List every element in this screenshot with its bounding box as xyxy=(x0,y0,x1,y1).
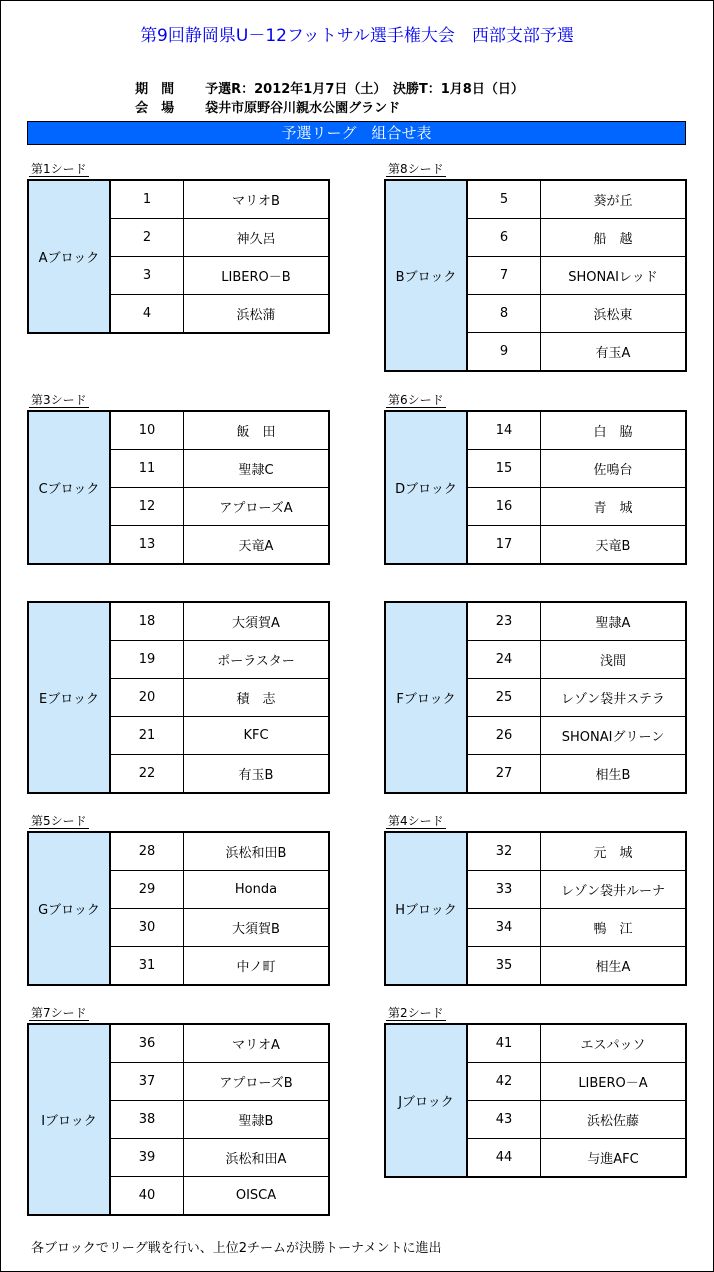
team-number: 6 xyxy=(468,219,541,256)
team-name: 相生B xyxy=(595,768,631,783)
team-list xyxy=(468,412,685,563)
team-row xyxy=(111,603,328,640)
team-number: 31 xyxy=(111,947,184,984)
block-name: Gブロック xyxy=(29,833,111,984)
team-row xyxy=(468,754,685,792)
team-row xyxy=(111,640,328,678)
team-row xyxy=(111,870,328,908)
team-number: 7 xyxy=(468,257,541,294)
period-label: 期 間 xyxy=(135,82,175,97)
team-row xyxy=(111,256,328,294)
team-row xyxy=(468,833,685,870)
block-group xyxy=(384,410,687,565)
team-name: KFC xyxy=(243,728,269,743)
team-row xyxy=(468,716,685,754)
seed-label: 第1シード xyxy=(31,162,87,176)
team-number: 35 xyxy=(468,947,541,984)
block-group xyxy=(27,831,330,986)
team-row xyxy=(111,1025,328,1062)
block-name: Aブロック xyxy=(29,181,111,332)
team-list xyxy=(111,603,328,792)
team-number: 43 xyxy=(468,1101,541,1138)
team-list xyxy=(111,412,328,563)
block-group xyxy=(27,1023,330,1216)
team-list xyxy=(468,833,685,984)
team-name: SHONAIグリーン xyxy=(561,730,665,745)
team-name: 天竜B xyxy=(595,539,631,554)
team-number: 29 xyxy=(111,871,184,908)
seed-label: 第4シード xyxy=(388,814,444,828)
block-name: Hブロック xyxy=(386,833,468,984)
team-name: 葵が丘 xyxy=(593,194,633,209)
team-row xyxy=(468,487,685,525)
team-number: 24 xyxy=(468,641,541,678)
team-number: 39 xyxy=(111,1139,184,1176)
team-name: SHONAIレッド xyxy=(568,270,658,285)
team-row xyxy=(111,1062,328,1100)
team-name: 浜松東 xyxy=(593,308,633,323)
team-row xyxy=(111,908,328,946)
team-row xyxy=(111,525,328,563)
team-list xyxy=(468,1025,685,1176)
team-name: ポーラスター xyxy=(217,654,295,669)
team-name: 浜松蒲 xyxy=(236,308,276,323)
team-row xyxy=(468,218,685,256)
team-row xyxy=(468,332,685,370)
team-name: アプローズA xyxy=(219,501,293,516)
team-name: 相生A xyxy=(595,960,631,975)
team-list xyxy=(468,181,685,370)
team-row xyxy=(468,1138,685,1176)
team-number: 14 xyxy=(468,412,541,449)
team-number: 36 xyxy=(111,1025,184,1062)
team-row xyxy=(468,1025,685,1062)
team-row xyxy=(468,603,685,640)
team-number: 2 xyxy=(111,219,184,256)
team-number: 15 xyxy=(468,450,541,487)
team-name: 与進AFC xyxy=(587,1152,639,1167)
team-row xyxy=(468,181,685,218)
team-number: 20 xyxy=(111,679,184,716)
team-name: マリオB xyxy=(232,194,280,209)
section-banner: 予選リーグ 組合せ表 xyxy=(27,121,686,145)
team-name: 有玉B xyxy=(238,768,274,783)
team-number: 37 xyxy=(111,1063,184,1100)
seed-label: 第3シード xyxy=(31,393,87,407)
team-number: 3 xyxy=(111,257,184,294)
block-name: Bブロック xyxy=(386,181,468,370)
team-row xyxy=(468,294,685,332)
team-name: レゾン袋井ステラ xyxy=(561,692,665,707)
team-number: 5 xyxy=(468,181,541,218)
team-name: 浜松和田A xyxy=(225,1152,287,1167)
block-group xyxy=(27,410,330,565)
team-name: 中ノ町 xyxy=(236,960,276,975)
team-list xyxy=(111,1025,328,1214)
team-list xyxy=(111,833,328,984)
team-number: 23 xyxy=(468,603,541,640)
block-group xyxy=(27,601,330,794)
team-row xyxy=(111,946,328,984)
team-name: 浜松和田B xyxy=(225,846,287,861)
team-row xyxy=(111,294,328,332)
seed-label: 第6シード xyxy=(388,393,444,407)
team-row xyxy=(111,487,328,525)
team-number: 10 xyxy=(111,412,184,449)
team-number: 26 xyxy=(468,717,541,754)
team-number: 17 xyxy=(468,526,541,563)
team-name: 鴨 江 xyxy=(593,922,633,937)
team-number: 12 xyxy=(111,488,184,525)
team-row xyxy=(111,218,328,256)
footer-note: 各ブロックでリーグ戦を行い、上位2チームが決勝トーナメントに進出 xyxy=(31,1241,442,1256)
team-name: マリオA xyxy=(232,1038,280,1053)
team-name: 浅間 xyxy=(599,654,626,669)
team-row xyxy=(468,946,685,984)
team-number: 25 xyxy=(468,679,541,716)
team-row xyxy=(468,1062,685,1100)
team-number: 8 xyxy=(468,295,541,332)
team-name: LIBERO－A xyxy=(578,1076,648,1091)
block-name: Fブロック xyxy=(386,603,468,792)
seed-label: 第7シード xyxy=(31,1006,87,1020)
block-group xyxy=(384,179,687,372)
team-number: 42 xyxy=(468,1063,541,1100)
venue-value: 袋井市原野谷川親水公園グランド xyxy=(205,101,401,116)
team-number: 19 xyxy=(111,641,184,678)
team-row xyxy=(111,181,328,218)
team-row xyxy=(111,449,328,487)
team-row xyxy=(468,870,685,908)
team-list xyxy=(468,603,685,792)
team-number: 16 xyxy=(468,488,541,525)
team-number: 21 xyxy=(111,717,184,754)
team-name: 聖隷B xyxy=(238,1114,274,1129)
team-number: 32 xyxy=(468,833,541,870)
team-name: 聖隷A xyxy=(595,616,631,631)
team-name: 天竜A xyxy=(238,539,274,554)
team-number: 33 xyxy=(468,871,541,908)
team-number: 4 xyxy=(111,295,184,332)
team-name: 飯 田 xyxy=(236,425,276,440)
team-name: Honda xyxy=(234,882,278,897)
block-name: Jブロック xyxy=(386,1025,468,1176)
team-row xyxy=(111,1138,328,1176)
team-row xyxy=(111,716,328,754)
team-number: 22 xyxy=(111,755,184,792)
team-row xyxy=(111,412,328,449)
team-row xyxy=(468,678,685,716)
team-name: 聖隷C xyxy=(238,463,274,478)
team-name: 船 越 xyxy=(593,232,633,247)
block-name: Eブロック xyxy=(29,603,111,792)
team-row xyxy=(111,1176,328,1214)
team-name: 白 脇 xyxy=(593,425,633,440)
team-row xyxy=(111,678,328,716)
team-number: 28 xyxy=(111,833,184,870)
team-row xyxy=(468,412,685,449)
team-name: 大須賀B xyxy=(232,922,280,937)
team-name: 有玉A xyxy=(595,346,631,361)
team-row xyxy=(468,525,685,563)
block-group xyxy=(27,179,330,334)
team-number: 27 xyxy=(468,755,541,792)
team-row xyxy=(468,908,685,946)
seed-label: 第8シード xyxy=(388,162,444,176)
team-number: 44 xyxy=(468,1139,541,1176)
team-name: 浜松佐藤 xyxy=(586,1114,639,1129)
team-number: 40 xyxy=(111,1177,184,1214)
period-value: 予選R：2012年1月7日（土） 決勝T：1月8日（日） xyxy=(205,82,524,97)
team-number: 38 xyxy=(111,1101,184,1138)
team-number: 34 xyxy=(468,909,541,946)
block-name: Iブロック xyxy=(29,1025,111,1214)
team-row xyxy=(468,640,685,678)
team-row xyxy=(111,754,328,792)
team-name: エスパッソ xyxy=(580,1038,646,1053)
team-name: アプローズB xyxy=(219,1076,293,1091)
team-number: 11 xyxy=(111,450,184,487)
team-row xyxy=(111,1100,328,1138)
team-number: 1 xyxy=(111,181,184,218)
team-row xyxy=(468,1100,685,1138)
team-name: 佐鳴台 xyxy=(593,463,633,478)
team-name: 元 城 xyxy=(593,846,633,861)
team-row xyxy=(468,256,685,294)
team-number: 41 xyxy=(468,1025,541,1062)
block-group xyxy=(384,601,687,794)
block-name: Cブロック xyxy=(29,412,111,563)
block-group xyxy=(384,1023,687,1178)
team-number: 13 xyxy=(111,526,184,563)
seed-label: 第2シード xyxy=(388,1006,444,1020)
team-row xyxy=(468,449,685,487)
team-number: 18 xyxy=(111,603,184,640)
venue-label: 会 場 xyxy=(135,101,175,116)
seed-label: 第5シード xyxy=(31,814,87,828)
team-row xyxy=(111,833,328,870)
team-name: 積 志 xyxy=(236,692,276,707)
team-number: 9 xyxy=(468,333,541,370)
page-title: 第9回静岡県U－12フットサル選手権大会 西部支部予選 xyxy=(140,26,574,46)
team-name: LIBERO－B xyxy=(221,270,291,285)
team-name: 大須賀A xyxy=(232,616,280,631)
team-name: OISCA xyxy=(235,1188,277,1203)
block-name: Dブロック xyxy=(386,412,468,563)
team-name: 神久呂 xyxy=(236,232,276,247)
team-number: 30 xyxy=(111,909,184,946)
team-name: 青 城 xyxy=(593,501,633,516)
team-name: レゾン袋井ルーナ xyxy=(560,884,665,899)
block-group xyxy=(384,831,687,986)
team-list xyxy=(111,181,328,332)
